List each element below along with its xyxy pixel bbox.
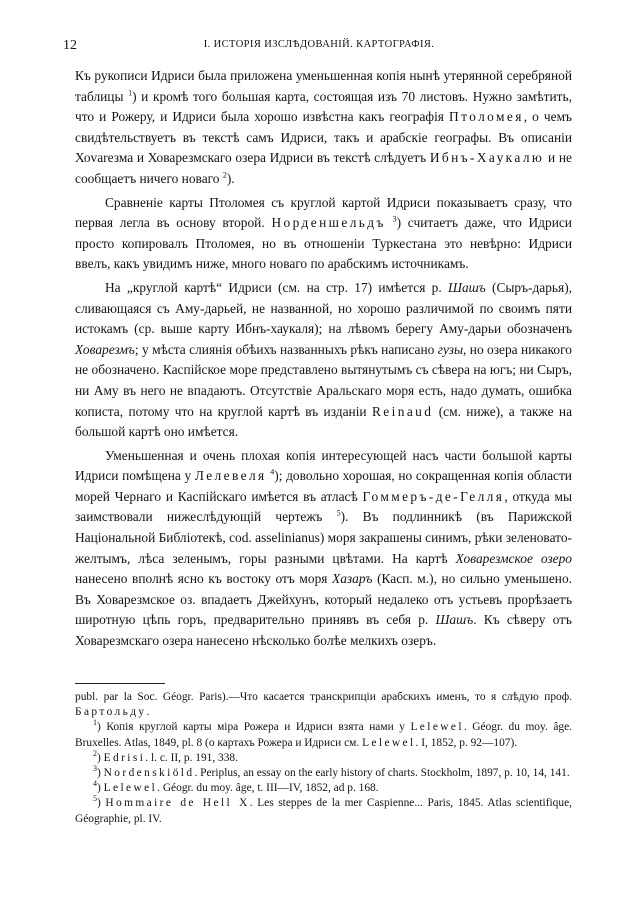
footnote [75, 766, 572, 781]
spaced-name: Норденшельдъ [271, 215, 386, 231]
footnotes [75, 690, 572, 827]
text-run: ) [97, 797, 106, 810]
spaced-name: Лелевеля [194, 468, 267, 484]
spaced-name: Птоломея [449, 109, 524, 125]
footnote-ref: 5 [336, 509, 341, 518]
text-run: ) [97, 782, 104, 795]
spaced-name: Lelewel [410, 721, 464, 734]
text-run: ) Копія круглой карты міра Рожера и Идриси взята нами у [97, 721, 411, 734]
text-run [386, 215, 393, 230]
spaced-name: Lelewel [103, 782, 158, 795]
running-title: I. ИСТОРІЯ ИЗСЛѢДОВАНІЙ. КАРТОГРАФІЯ. [203, 39, 435, 50]
text-run: На „круглой картѣ“ Идриси (см. на стр. 17) имѣется р. [105, 279, 448, 295]
spaced-name: Ибнъ-Хаукалю [429, 150, 545, 166]
footnote-ref: 2 [93, 749, 97, 759]
text-run: ) [97, 767, 104, 780]
spaced-name: Reinaud [371, 403, 434, 419]
footnote [75, 751, 572, 766]
footnote [75, 796, 572, 826]
italic-term: Шашъ [447, 279, 486, 295]
text-run: (Касп. м.), но сильно уменьшено. Въ Ховарезмское оз. впадаетъ Джейхунъ, который недалеко отъ устьевъ прорѣзаетъ широтную цѣпь горъ, предварительно принявъ въ себя р. [75, 571, 572, 628]
italic-term: Шашъ [435, 612, 474, 628]
text-run: . Les steppes de la mer Caspienne... Paris, 1845. Atlas scientifique, Géographie, pl. IV. [75, 797, 572, 825]
footnote-ref: 3 [392, 214, 397, 224]
paragraph [75, 193, 572, 275]
footnote [75, 781, 572, 796]
text-run: . Géogr. du moy. âge, t. III—IV, 1852, ad p. 168. [157, 782, 379, 795]
italic-term: Ховарезмъ [75, 341, 135, 357]
text-run: (Сыръ-дарья), сливающаяся съ Аму-дарьей, не названной, но хорошо различимой по своимъ пяти истокамъ (ср. выше карту Ибнъ-хаукаля); на лѣвомъ берегу Аму-дарьи обозначенъ [75, 279, 572, 337]
footnote-ref: 5 [93, 794, 97, 804]
text-run: ). Въ подлинникѣ (въ Парижской Національной Библіотекѣ, cod. asselinianus) моря закрашены синимъ, рѣки зеленовато-желтымъ, лѣса зеленымъ, горы разными цвѣтами. На картѣ [75, 509, 572, 566]
text-run: , но озера никакого не обозначено. Каспійское море представлено вытянутымъ съ сѣвера на югъ; ни Сыръ, ни Аму въ него не впадаютъ. Отсутствіе Аральскаго моря есть, надо думать, ошибка кописта, потому что на круглой картѣ въ изданіи [75, 341, 572, 419]
text-run: ) [97, 751, 104, 764]
text-run: Уменьшенная и очень плохая копія интересующей насъ части большой карты Идриси помѣщена у [75, 447, 572, 484]
text-run: publ. par la Soc. Géogr. Paris).—Что касается транскрипціи арабскихъ именъ, то я слѣдую проф. [75, 691, 572, 703]
page-header [63, 38, 575, 54]
spaced-name: Hommaire de Hell X [105, 797, 250, 810]
text-run: Къ рукописи Идриси была приложена уменьшенная копія нынѣ утерянной серебряной таблицы [75, 68, 572, 104]
text-run: ; у мѣста слиянія обѣихъ названныхъ рѣкъ написано [134, 341, 438, 357]
footnote-ref: 2 [222, 170, 227, 180]
text-run: ). [226, 170, 235, 186]
text-run: ) и кромѣ того большая карта, состоящая изъ 70 листовъ. Нужно замѣтить, что и Рожеру, и Идриси была хорошо извѣстна какъ географія [75, 88, 572, 125]
paragraph [75, 278, 572, 443]
spaced-name: Гоммеръ-де-Гелля [362, 488, 505, 504]
footnote-ref: 1 [93, 718, 97, 728]
footnote [75, 720, 572, 750]
text-run: , о чемъ свидѣтельствуетъ въ текстѣ самъ Идриси, такъ и арабскіе географы. Въ описаніи Хоvarезма и Ховарезмскаго озера Идриси въ текстѣ слѣдуетъ [75, 109, 572, 166]
text-run: ) считаетъ даже, что Идриси просто копировалъ Птоломея, но въ отношеніи Туркестана это невѣрно: Идриси ввелъ, какъ увидимъ ниже, много новаго по арабскимъ источникамъ. [75, 215, 572, 272]
footnote-ref: 4 [93, 779, 97, 789]
spaced-name: Nordenskiöld [103, 767, 195, 780]
text-run: нанесено вполнѣ ясно къ востоку отъ моря [75, 571, 333, 587]
italic-term: Ховарезмское озеро [455, 550, 572, 566]
text-run: . Къ сѣверу отъ Ховарезмскаго озера нанесено нѣсколько болѣе мелкихъ озеръ. [75, 612, 572, 649]
footnote-ref: 1 [128, 88, 133, 98]
spaced-name: Edrisi [103, 751, 146, 764]
text-run: . Periplus, an essay on the early history of charts. Stockholm, 1897, p. 10, 14, 141. [194, 767, 570, 780]
footnote-ref: 4 [270, 467, 275, 477]
italic-term: Хазаръ [332, 571, 373, 587]
italic-term: гузы [437, 341, 464, 357]
footnote [75, 690, 572, 720]
paragraph [75, 66, 572, 190]
text-run: . [146, 706, 150, 719]
text-run: и не сообщаетъ ничего новаго [75, 150, 572, 186]
text-run: Сравненіе карты Птоломея съ круглой картой Идриси показываетъ сразу, что первая легла въ основу второй. [75, 194, 572, 231]
text-run: . I, 1852, p. 92—107). [415, 736, 518, 749]
footnote-ref: 3 [93, 764, 97, 774]
text-run: , откуда мы заимствовали нижеслѣдующій чертежъ [75, 488, 572, 525]
spaced-name: Lelewel [362, 736, 416, 749]
spaced-name: Бартольду [75, 706, 147, 719]
paragraph [75, 446, 572, 652]
text-run: . Géogr. du moy. âge. Bruxelles. Atlas, 1849, pl. 8 (о картахъ Рожера и Идриси см. [75, 721, 572, 749]
text-run: . l. c. II, p. 191, 338. [145, 751, 238, 764]
text-run: (см. ниже), а также на большой картѣ оно имѣется. [75, 403, 573, 440]
text-run: ); довольно хорошая, но сокращенная копія области морей Чернаго и Каспійскаго имѣется въ атласѣ [75, 468, 572, 504]
footnote-separator [75, 683, 165, 684]
page-number: 12 [63, 38, 77, 53]
body-text [75, 66, 572, 655]
